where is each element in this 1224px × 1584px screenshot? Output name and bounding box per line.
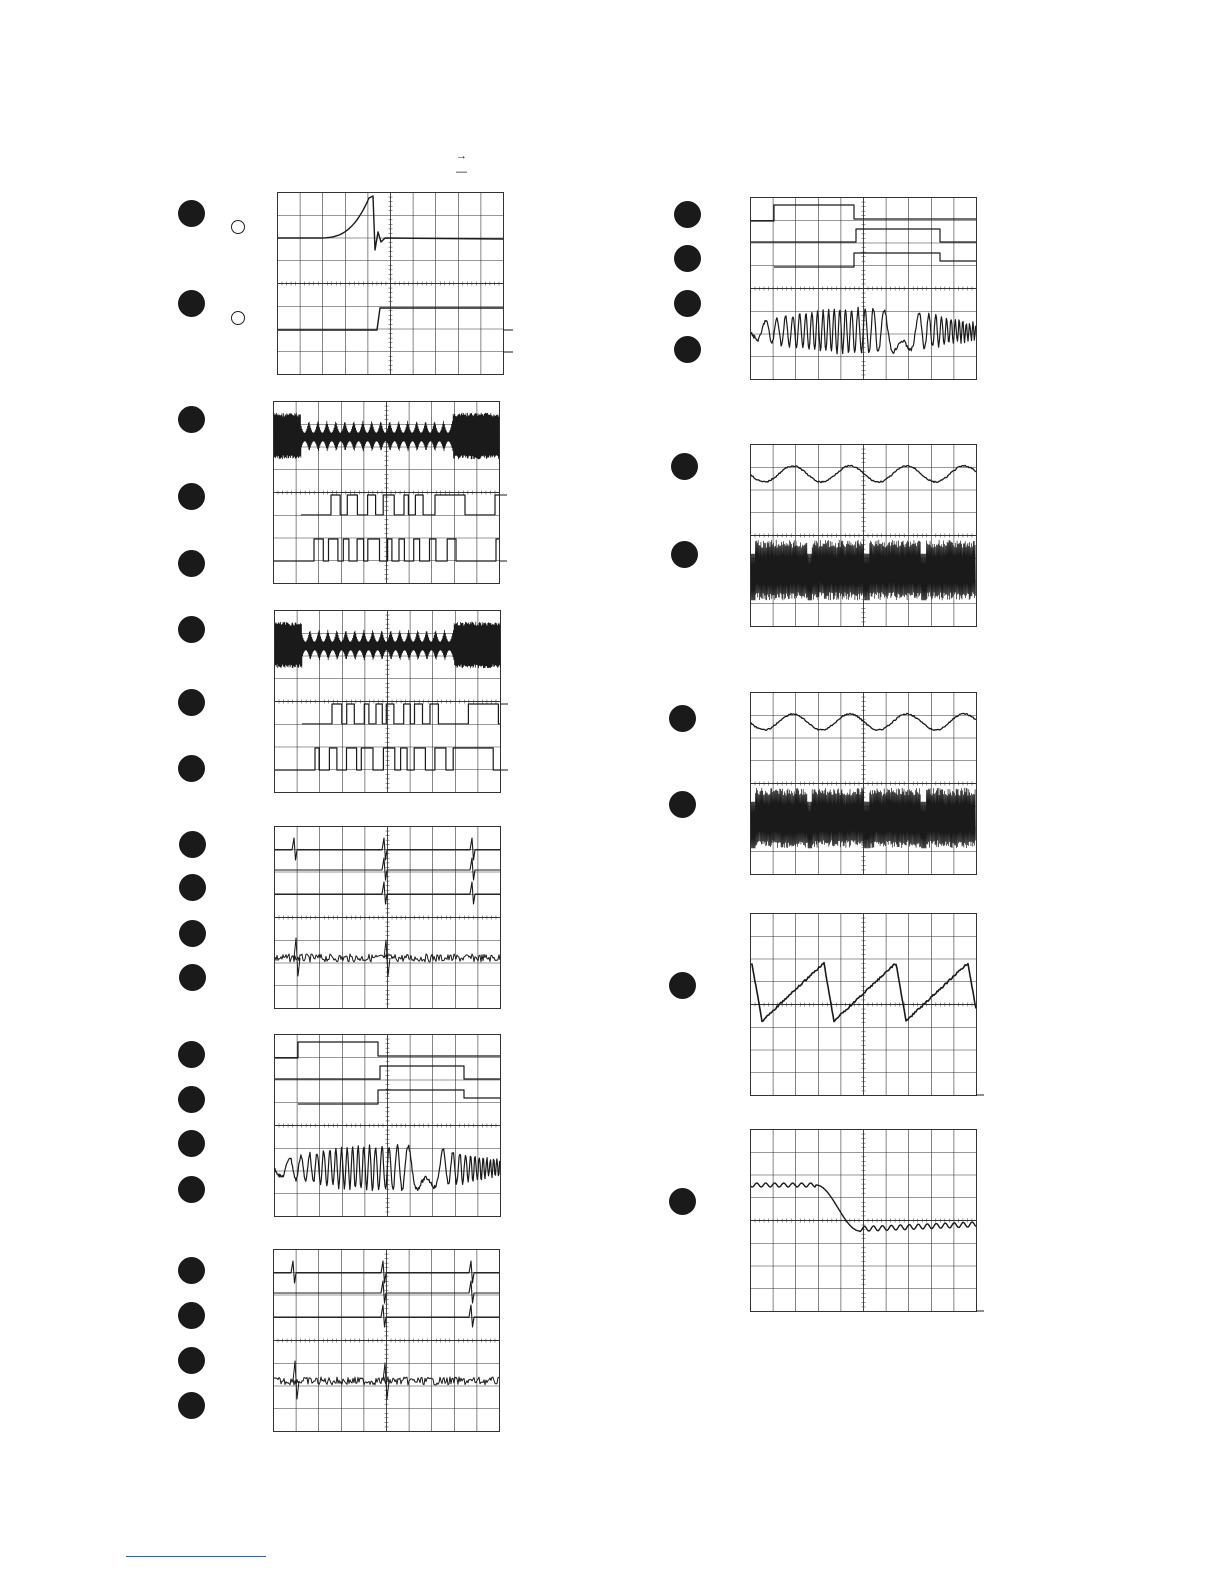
test-point-marker [669, 791, 696, 818]
arrow-marker: → [456, 150, 467, 162]
channel-ring-marker [231, 311, 245, 325]
test-point-marker [179, 874, 206, 901]
test-point-marker [178, 1041, 205, 1068]
test-point-marker [671, 453, 698, 480]
test-point-marker [178, 483, 205, 510]
test-point-marker [178, 1176, 205, 1203]
oscilloscope-screen [750, 444, 978, 630]
test-point-marker [179, 831, 206, 858]
test-point-marker [674, 336, 701, 363]
dash-marker: — [456, 166, 467, 178]
waveform-trace [774, 253, 976, 267]
oscilloscope-screen [274, 610, 510, 796]
oscilloscope-screen [273, 401, 509, 587]
test-point-marker [179, 964, 206, 991]
graticule [274, 1250, 500, 1432]
graticule [275, 1035, 501, 1217]
oscilloscope-screen [750, 197, 978, 383]
test-point-marker [178, 290, 205, 317]
test-point-marker [674, 245, 701, 272]
graticule [751, 198, 977, 380]
test-point-marker [178, 1347, 205, 1374]
test-point-marker [669, 972, 696, 999]
oscilloscope-screen [274, 826, 502, 1012]
oscilloscope-screen [273, 1249, 501, 1435]
test-point-marker [178, 755, 205, 782]
footer-rule [126, 1556, 266, 1557]
test-point-marker [178, 550, 205, 577]
test-point-marker [178, 1257, 205, 1284]
graticule [751, 914, 977, 1096]
test-point-marker [179, 920, 206, 947]
oscilloscope-screen [750, 1129, 986, 1315]
waveform-trace [751, 540, 976, 600]
channel-ring-marker [231, 220, 245, 234]
test-point-marker [674, 290, 701, 317]
test-point-marker [671, 541, 698, 568]
graticule [278, 193, 504, 375]
graticule [751, 445, 977, 627]
graticule [275, 827, 501, 1009]
test-point-marker [178, 689, 205, 716]
oscilloscope-screen [750, 913, 986, 1099]
test-point-marker [178, 1392, 205, 1419]
waveform-trace [298, 1090, 500, 1104]
test-point-marker [178, 1302, 205, 1329]
oscilloscope-screen [750, 692, 978, 878]
test-point-marker [669, 705, 696, 732]
test-point-marker [178, 1130, 205, 1157]
oscilloscope-screen [277, 192, 517, 378]
waveform-trace [751, 788, 976, 848]
waveform-trace [384, 940, 390, 976]
test-point-marker [178, 1086, 205, 1113]
test-point-marker [178, 406, 205, 433]
test-point-marker [674, 201, 701, 228]
waveform-trace [302, 704, 500, 724]
waveform-trace [301, 495, 499, 515]
test-point-marker [178, 616, 205, 643]
oscilloscope-screen [274, 1034, 502, 1220]
graticule [751, 1130, 977, 1312]
test-point-marker [669, 1188, 696, 1215]
test-point-marker [178, 200, 205, 227]
